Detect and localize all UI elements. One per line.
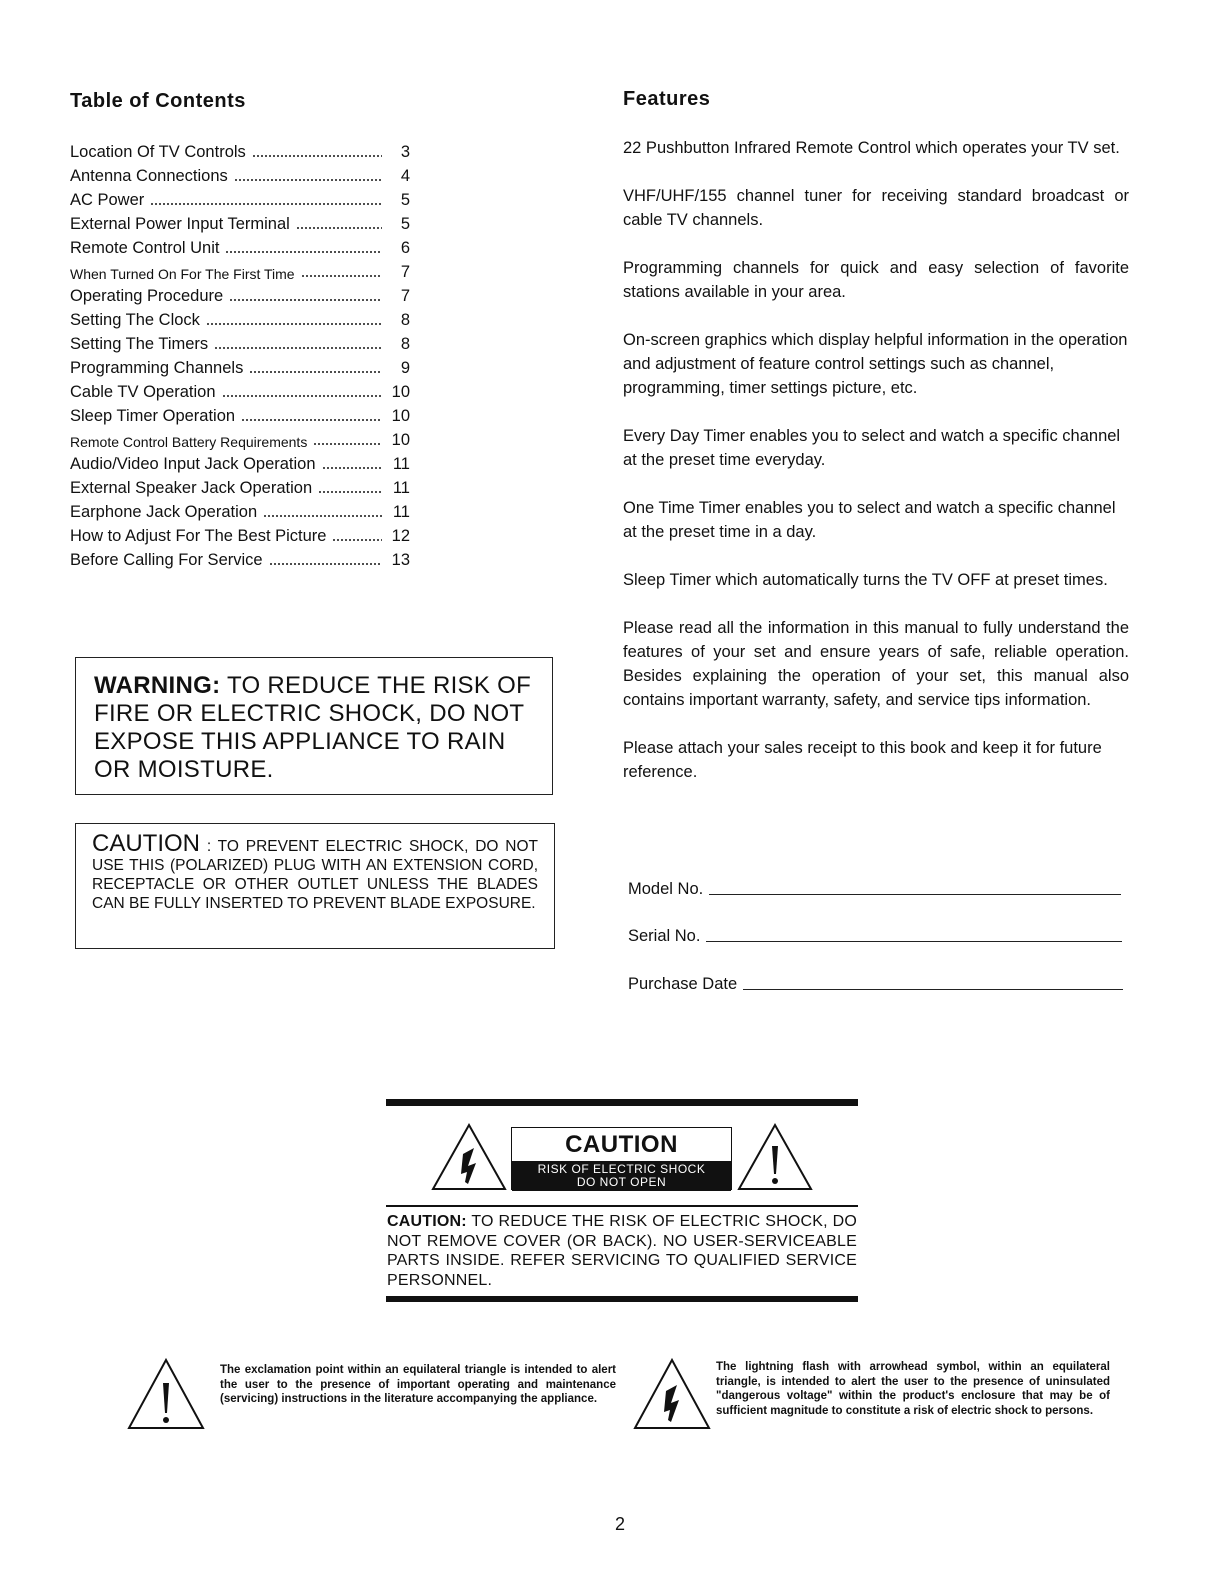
feature-paragraph: Sleep Timer which automatically turns the TV OFF at preset times.	[623, 571, 1108, 589]
top-thick-bar	[386, 1099, 858, 1106]
toc-entry[interactable]	[70, 282, 410, 306]
toc-entry-page: 7	[400, 287, 410, 305]
toc-leader-dots	[313, 443, 382, 445]
toc-entry-title: Operating Procedure	[70, 287, 224, 305]
toc-entry-page: 11	[392, 479, 410, 497]
toc-entry-title: Programming Channels	[70, 359, 244, 377]
toc-entry[interactable]	[70, 138, 410, 162]
serial-number-label: Serial No.	[628, 927, 701, 945]
caution-label-sub1: RISK OF ELECTRIC SHOCK	[537, 1162, 706, 1176]
toc-entry[interactable]	[70, 546, 410, 570]
toc-entry[interactable]	[70, 306, 410, 330]
electric-shock-caution-body: TO REDUCE THE RISK OF ELECTRIC SHOCK, DO NOT REMOVE COVER (OR BACK). NO USER-SERVICEABLE PARTS INSIDE. REFER SERVICING TO QUALIFIED SERVICE PERSONNEL.	[387, 1213, 857, 1289]
exclamation-note: The exclamation point within an equilateral triangle is intended to alert the user to the presence of important operating and maintenance (servicing) instructions in the literature accompanying the appliance.	[220, 1364, 616, 1405]
toc-entry-title: Audio/Video Input Jack Operation	[70, 455, 316, 473]
toc-entry-page: 12	[391, 527, 410, 545]
electric-shock-caution-text	[387, 1212, 857, 1290]
toc-entry-page: 8	[400, 311, 410, 329]
toc-entry-page: 13	[391, 551, 410, 569]
warning-box	[75, 657, 553, 795]
model-number-field[interactable]	[628, 880, 1121, 899]
toc-leader-dots	[241, 419, 382, 421]
plug-caution-text: : TO PREVENT ELECTRIC SHOCK, DO NOT USE THIS (POLARIZED) PLUG WITH AN EXTENSION CORD, RECEPTACLE OR OTHER OUTLET UNLESS THE BLADES CAN BE FULLY INSERTED TO PREVENT BLADE EXPOSURE.	[92, 838, 538, 912]
toc-entry-page: 10	[391, 383, 410, 401]
toc-entry-title: Remote Control Battery Requirements	[70, 434, 308, 450]
lightning-triangle-icon	[632, 1357, 712, 1431]
toc-leader-dots	[252, 155, 382, 157]
serial-number-line[interactable]	[706, 940, 1122, 942]
toc-leader-dots	[150, 203, 382, 205]
toc-entry-title: AC Power	[70, 191, 145, 209]
toc-entry-title: Remote Control Unit	[70, 239, 220, 257]
toc-entry-title: Setting The Timers	[70, 335, 209, 353]
caution-divider	[386, 1205, 858, 1207]
toc-leader-dots	[322, 467, 382, 469]
toc-entry[interactable]	[70, 426, 410, 450]
feature-paragraph: Please attach your sales receipt to this book and keep it for future reference.	[623, 739, 1102, 781]
warning-text: TO REDUCE THE RISK OF FIRE OR ELECTRIC SHOCK, DO NOT EXPOSE THIS APPLIANCE TO RAIN OR MOISTURE.	[94, 672, 532, 783]
toc-entry-title: Setting The Clock	[70, 311, 200, 329]
purchase-date-line[interactable]	[743, 988, 1123, 990]
caution-label-box	[511, 1127, 732, 1190]
toc-entry-page: 11	[392, 503, 410, 521]
model-number-line[interactable]	[709, 893, 1121, 895]
toc-entry[interactable]	[70, 186, 410, 210]
toc-entry[interactable]	[70, 450, 410, 474]
feature-paragraph: Every Day Timer enables you to select and watch a specific channel at the preset time everyday.	[623, 427, 1121, 469]
feature-paragraph: 22 Pushbutton Infrared Remote Control which operates your TV set.	[623, 139, 1120, 157]
features-list	[623, 136, 1129, 808]
bottom-thick-bar	[386, 1296, 858, 1302]
toc-leader-dots	[234, 179, 382, 181]
toc-entry-page: 9	[400, 359, 410, 377]
plug-caution-label: CAUTION	[92, 830, 200, 857]
toc-leader-dots	[222, 395, 382, 397]
toc-leader-dots	[301, 275, 382, 277]
toc-entry-title: Before Calling For Service	[70, 551, 263, 569]
toc-heading: Table of Contents	[70, 90, 246, 112]
toc-entry-page: 10	[391, 431, 410, 449]
toc-entry[interactable]	[70, 330, 410, 354]
toc-leader-dots	[318, 491, 382, 493]
caution-label-subtitle	[512, 1161, 731, 1191]
toc-entry-title: Earphone Jack Operation	[70, 503, 258, 521]
caution-label-sub2: DO NOT OPEN	[576, 1175, 667, 1189]
toc-entry-page: 10	[391, 407, 410, 425]
toc-entry-title: How to Adjust For The Best Picture	[70, 527, 327, 545]
serial-number-field[interactable]	[628, 927, 1122, 946]
toc-entry-page: 4	[400, 167, 410, 185]
toc-entry-page: 11	[392, 455, 410, 473]
model-number-label: Model No.	[628, 880, 704, 898]
lightning-triangle-icon	[430, 1122, 508, 1192]
toc-entry-page: 7	[400, 263, 410, 281]
plug-caution-box	[75, 823, 555, 949]
electric-shock-caution-label: CAUTION:	[387, 1213, 467, 1230]
toc-entry-page: 6	[400, 239, 410, 257]
purchase-date-field[interactable]	[628, 975, 1123, 994]
toc-entry-title: Antenna Connections	[70, 167, 228, 185]
toc-leader-dots	[206, 323, 382, 325]
toc-leader-dots	[225, 251, 382, 253]
toc-entry[interactable]	[70, 378, 410, 402]
toc-leader-dots	[296, 227, 382, 229]
toc-leader-dots	[269, 563, 382, 565]
page-number: 2	[614, 1514, 625, 1534]
toc-entry-page: 3	[400, 143, 410, 161]
toc-entry-title: When Turned On For The First Time	[70, 266, 295, 282]
toc-leader-dots	[332, 539, 382, 541]
toc-entry-page: 8	[400, 335, 410, 353]
feature-paragraph: VHF/UHF/155 channel tuner for receiving standard broadcast or cable TV channels.	[623, 187, 1129, 229]
warning-label: WARNING:	[94, 672, 221, 699]
toc-entry-page: 5	[400, 191, 410, 209]
toc-entry[interactable]	[70, 258, 410, 282]
feature-paragraph: Programming channels for quick and easy selection of favorite stations available in your area.	[623, 259, 1129, 301]
exclamation-triangle-icon	[126, 1357, 206, 1431]
toc-list	[70, 138, 410, 570]
caution-label-title: CAUTION	[565, 1131, 678, 1158]
toc-entry-title: Location Of TV Controls	[70, 143, 246, 161]
toc-entry[interactable]	[70, 234, 410, 258]
feature-paragraph: On-screen graphics which display helpful information in the operation and adjustment of feature control settings such as channel, programming, timer settings picture, etc.	[623, 331, 1128, 397]
toc-entry[interactable]	[70, 498, 410, 522]
toc-leader-dots	[249, 371, 382, 373]
toc-entry[interactable]	[70, 522, 410, 546]
toc-leader-dots	[214, 347, 382, 349]
feature-paragraph: Please read all the information in this manual to fully understand the features of your set and ensure years of safe, reliable operation. Besides explaining the operation of your set, this manual also contains important warranty, safety, and service tips information.	[623, 619, 1129, 709]
toc-entry[interactable]	[70, 210, 410, 234]
toc-entry-title: Sleep Timer Operation	[70, 407, 236, 425]
feature-paragraph: One Time Timer enables you to select and watch a specific channel at the preset time in a day.	[623, 499, 1116, 541]
toc-leader-dots	[263, 515, 382, 517]
toc-entry[interactable]	[70, 474, 410, 498]
toc-entry[interactable]	[70, 162, 410, 186]
toc-entry-title: Cable TV Operation	[70, 383, 216, 401]
exclamation-triangle-icon	[736, 1122, 814, 1192]
toc-leader-dots	[229, 299, 382, 301]
toc-entry-title: External Speaker Jack Operation	[70, 479, 313, 497]
features-heading: Features	[623, 88, 711, 110]
toc-entry[interactable]	[70, 354, 410, 378]
toc-entry[interactable]	[70, 402, 410, 426]
purchase-date-label: Purchase Date	[628, 975, 738, 993]
lightning-note: The lightning flash with arrowhead symbol, within an equilateral triangle, is intended to alert the user to the presence of uninsulated "dangerous voltage" within the product's enclosure that may be of sufficient magnitude to constitute a risk of electric shock to persons.	[716, 1361, 1110, 1417]
toc-entry-title: External Power Input Terminal	[70, 215, 290, 233]
toc-entry-page: 5	[400, 215, 410, 233]
